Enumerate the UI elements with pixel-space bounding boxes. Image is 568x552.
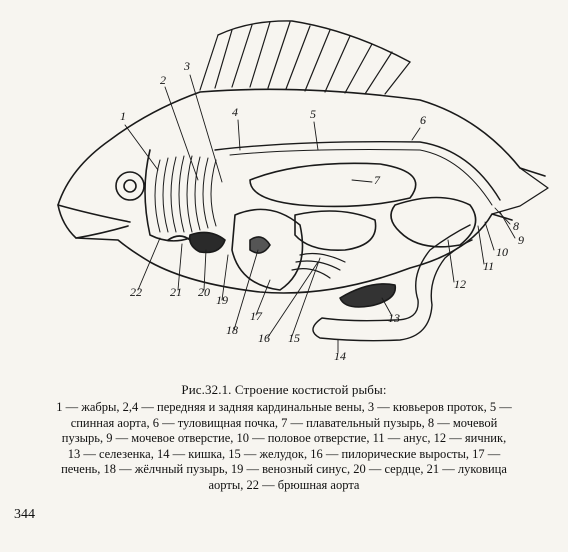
- mouth-outline: [58, 205, 130, 238]
- label-11: 11: [483, 259, 495, 273]
- trunk-kidney: [215, 142, 500, 200]
- label-12: 12: [454, 277, 466, 291]
- figure-caption-title: Рис.32.1. Строение костистой рыбы:: [181, 382, 387, 397]
- label-19: 19: [216, 293, 228, 307]
- label-15: 15: [288, 331, 300, 345]
- spleen: [340, 284, 395, 307]
- label-8: 8: [513, 219, 519, 233]
- label-2: 2: [160, 73, 166, 87]
- caption-line: пузырь, 9 — мочевое отверстие, 10 — половое отверстие, 11 — анус, 12 — яичник,: [61, 431, 507, 445]
- label-5: 5: [310, 107, 316, 121]
- label-13: 13: [388, 311, 400, 325]
- stomach: [295, 211, 376, 250]
- label-9: 9: [518, 233, 524, 247]
- label-3: 3: [184, 59, 190, 73]
- page-number: 344: [14, 507, 35, 522]
- label-4: 4: [232, 105, 238, 119]
- eye: [116, 172, 144, 200]
- gills: [155, 156, 216, 232]
- label-18: 18: [226, 323, 238, 337]
- label-1: 1: [120, 109, 126, 123]
- label-14: 14: [334, 349, 346, 363]
- gall-bladder: [250, 237, 270, 253]
- label-20: 20: [198, 285, 210, 299]
- dorsal-fin: [200, 21, 410, 94]
- caption-line: печень, 18 — жёлчный пузырь, 19 — венозный синус, 20 — сердце, 21 — луковица: [61, 462, 507, 476]
- ovary: [391, 198, 476, 247]
- label-6: 6: [420, 113, 426, 127]
- label-7: 7: [374, 173, 380, 187]
- caption-line: спинная аорта, 6 — туловищная почка, 7 — плавательный пузырь, 8 — мочевой: [70, 415, 498, 430]
- label-17: 17: [250, 309, 262, 323]
- swim-bladder: [250, 163, 416, 206]
- dorsal-aorta: [230, 150, 492, 205]
- caption-line: аорты, 22 — брюшная аорта: [208, 477, 360, 492]
- leader-lines: [125, 75, 515, 352]
- caption-line: 1 — жабры, 2,4 — передняя и задняя кардинальные вены, 3 — кювьеров проток, 5 —: [56, 400, 512, 414]
- figure-caption-body: [14, 400, 554, 493]
- label-16: 16: [258, 331, 270, 345]
- label-21: 21: [170, 285, 182, 299]
- label-22: 22: [130, 285, 142, 299]
- label-10: 10: [496, 245, 508, 259]
- heart: [190, 232, 225, 252]
- caption-line: 13 — селезенка, 14 — кишка, 15 — желудок, 16 — пилорические выросты, 17 —: [67, 446, 501, 461]
